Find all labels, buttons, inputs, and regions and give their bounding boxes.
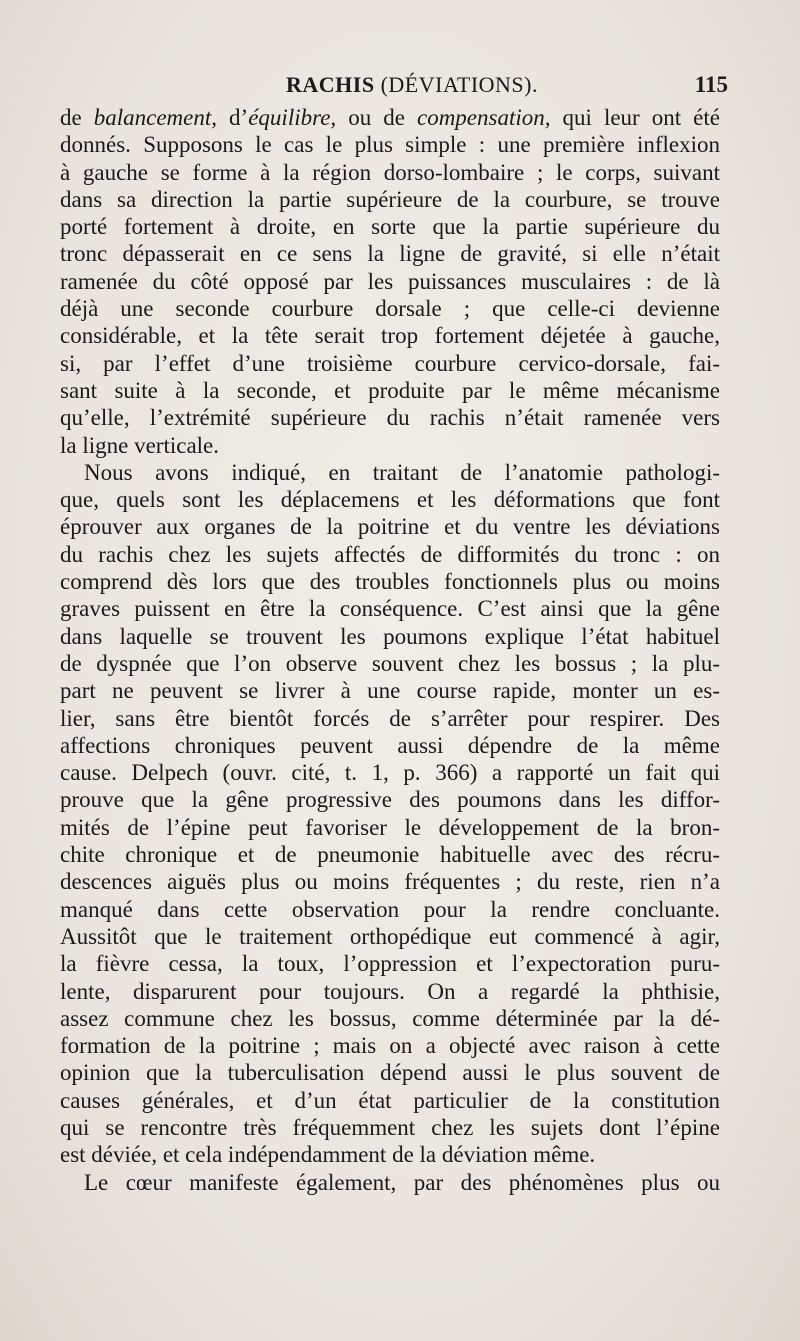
page-number: 115: [694, 72, 728, 97]
running-title: [286, 72, 538, 98]
text-line: part ne peuvent se livrer à une course rapide, monter un es-: [60, 678, 720, 704]
text-line: du rachis chez les sujets affectés de difformités du tronc : on: [60, 541, 720, 567]
running-title-main: RACHIS: [286, 72, 375, 97]
text-line: donnés. Supposons le cas le plus simple : une première inflexion: [60, 132, 720, 158]
text-line: la fièvre cessa, la toux, l’oppression et l’expectoration puru-: [60, 951, 720, 977]
text-line: descences aiguës plus ou moins fréquentes ; du reste, rien n’a: [60, 869, 720, 895]
text-line: Le cœur manifeste également, par des phénomènes plus ou: [84, 1169, 720, 1195]
text-line: formation de la poitrine ; mais on a objecté avec raison à cette: [60, 1033, 720, 1059]
body-text: [60, 104, 720, 1196]
text-line: tronc dépasserait en ce sens la ligne de gravité, si elle n’était: [60, 241, 720, 267]
text-line: déjà une seconde courbure dorsale ; que celle-ci devienne: [60, 296, 720, 322]
text-line: si, par l’effet d’une troisième courbure cervico-dorsale, fai-: [60, 350, 720, 376]
text-line: qu’elle, l’extrémité supérieure du rachis n’était ramenée vers: [60, 405, 720, 431]
text-line: graves puissent en être la conséquence. C’est ainsi que la gêne: [60, 596, 720, 622]
text-line: Aussitôt que le traitement orthopédique eut commencé à agir,: [60, 923, 720, 949]
text-line: cause. Delpech (ouvr. cité, t. 1, p. 366) a rapporté un fait qui: [60, 760, 720, 786]
text-line: qui se rencontre très fréquemment chez les sujets dont l’épine: [60, 1114, 720, 1140]
text-line: dans sa direction la partie supérieure de la courbure, se trouve: [60, 186, 720, 212]
text-line: opinion que la tuberculisation dépend aussi le plus souvent de: [60, 1060, 720, 1086]
text-line: causes générales, et d’un état particulier de la constitution: [60, 1087, 720, 1113]
text-line: comprend dès lors que des troubles fonctionnels plus ou moins: [60, 569, 720, 595]
text-line: sant suite à la seconde, et produite par le même mécanisme: [60, 377, 720, 403]
text-line: éprouver aux organes de la poitrine et du ventre les déviations: [60, 514, 720, 540]
text-line: à gauche se forme à la région dorso-lombaire ; le corps, suivant: [60, 159, 720, 185]
running-title-sub: (DÉVIATIONS).: [380, 72, 538, 97]
text-line: que, quels sont les déplacemens et les déformations que font: [60, 487, 720, 513]
text-line: affections chroniques peuvent aussi dépendre de la même: [60, 732, 720, 758]
text-line: lier, sans être bientôt forcés de s’arrêter pour respirer. Des: [60, 705, 720, 731]
text-line: est déviée, et cela indépendamment de la déviation même.: [60, 1142, 596, 1168]
text-line: ramenée du côté opposé par les puissances musculaires : de là: [60, 268, 720, 294]
text-line: de dyspnée que l’on observe souvent chez les bossus ; la plu-: [60, 650, 720, 676]
page-header: [60, 72, 728, 104]
text-line: la ligne verticale.: [60, 432, 220, 458]
text-line: mités de l’épine peut favoriser le développement de la bron-: [60, 814, 720, 840]
text-line: lente, disparurent pour toujours. On a regardé la phthisie,: [60, 978, 720, 1004]
text-line: Nous avons indiqué, en traitant de l’anatomie pathologi-: [84, 459, 720, 485]
text-line: considérable, et la tête serait trop fortement déjetée à gauche,: [60, 323, 720, 349]
text-line: manqué dans cette observation pour la rendre concluante.: [60, 896, 720, 922]
text-line: chite chronique et de pneumonie habituelle avec des récru-: [60, 842, 720, 868]
text-line: dans laquelle se trouvent les poumons explique l’état habituel: [60, 623, 720, 649]
text-line: de balancement, d’équilibre, ou de compensation, qui leur ont été: [60, 105, 720, 130]
text-line: porté fortement à droite, en sorte que la partie supérieure du: [60, 214, 720, 240]
text-line: assez commune chez les bossus, comme déterminée par la dé-: [60, 1005, 720, 1031]
text-line: prouve que la gêne progressive des poumons dans les diffor-: [60, 787, 720, 813]
